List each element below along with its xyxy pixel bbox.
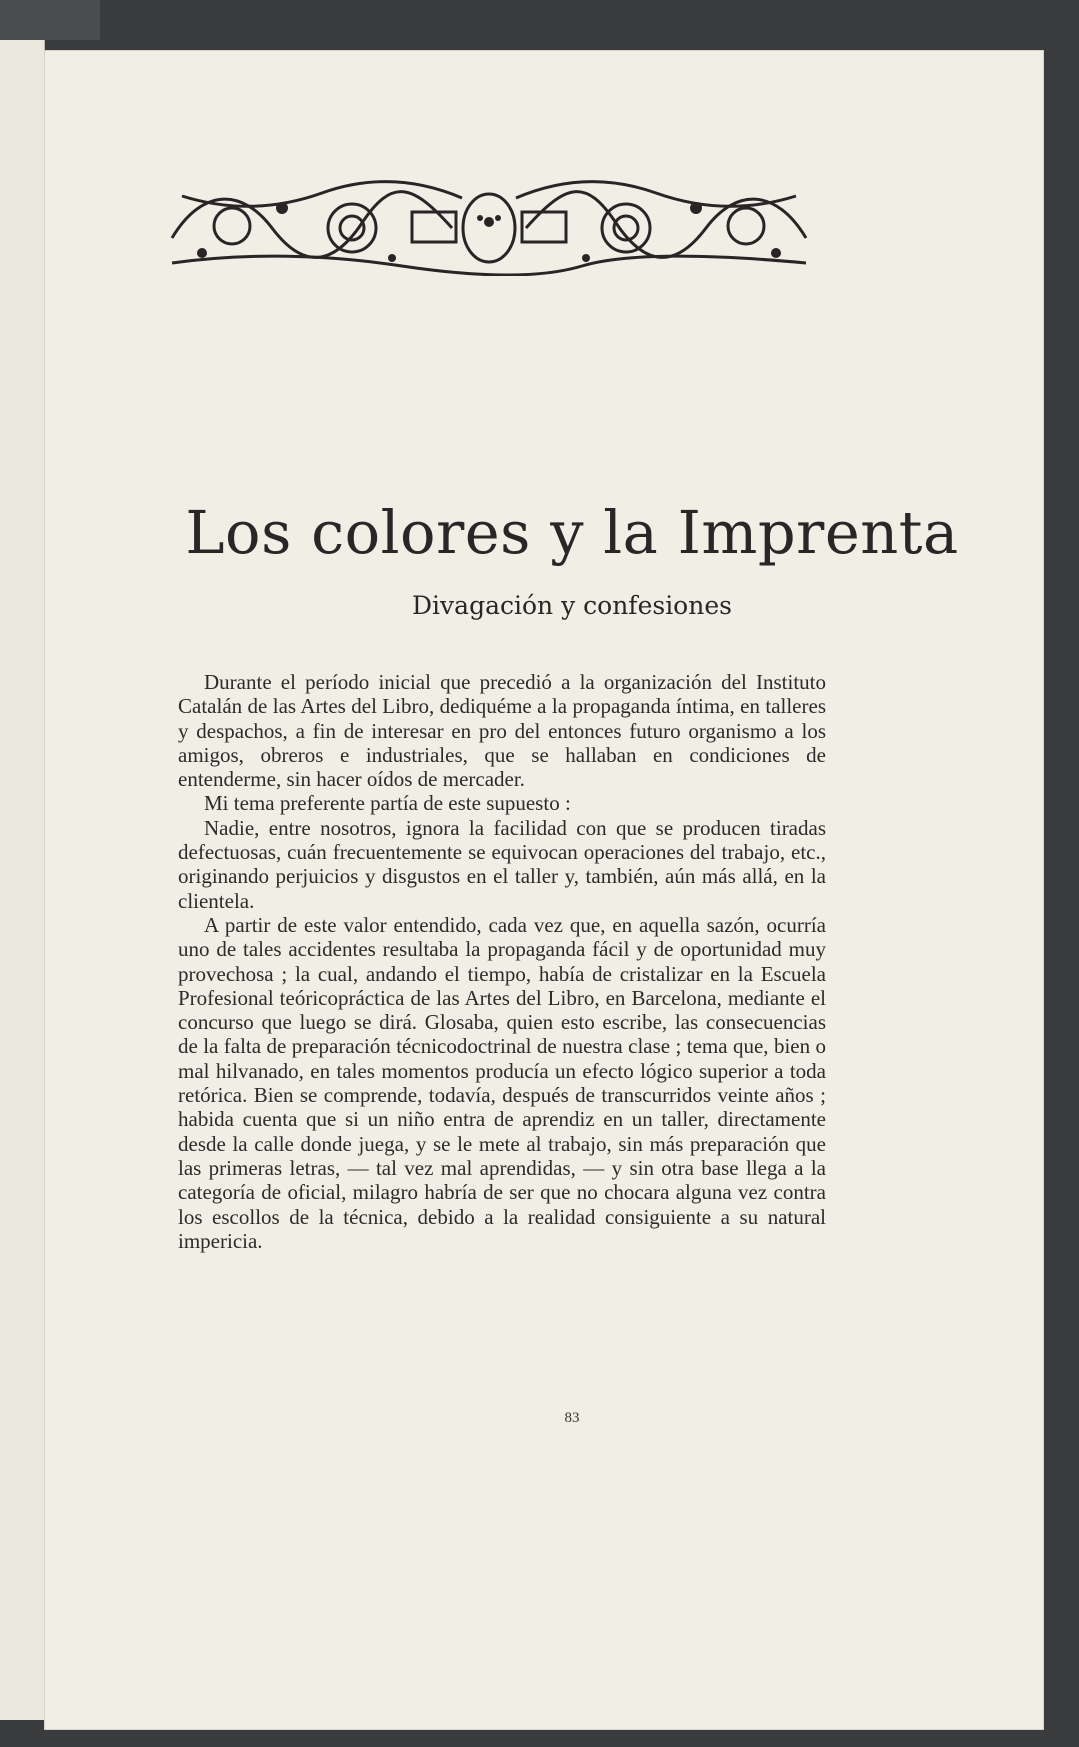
- paragraph: A partir de este valor entendido, cada vez que, en aquella sazón, ocurría uno de tales accidentes resultaba la propaganda fácil y de oportunidad muy provechosa ; la cual, andando el tiempo, había de cristalizar en la Escuela Profesional teóricopráctica de las Artes del Libro, en Barcelona, mediante el concurso que luego se dirá. Glosaba, quien esto escribe, las consecuencias de la falta de preparación técnicodoctrinal de nuestra clase ; tema que, bien o mal hilvanado, en tales momentos producía un efecto lógico superior a toda retórica. Bien se comprende, todavía, después de transcurridos veinte años ; habida cuenta que si un niño entra de aprendiz en un taller, directamente desde la calle donde juega, y se le mete al trabajo, sin más preparación que las primeras letras, — tal vez mal aprendidas, — y sin otra base llega a la categoría de oficial, milagro habría de ser que no chocara alguna vez contra los escollos de la técnica, debido a la realidad consiguiente a su natural impericia.: [178, 912, 826, 1253]
- book-page: [44, 50, 1044, 1730]
- page-number: 83: [564, 1410, 580, 1426]
- ornamental-headpiece: [162, 178, 816, 276]
- article-body: [178, 670, 826, 1253]
- previous-page-edge: [0, 40, 45, 1720]
- paragraph: Nadie, entre nosotros, ignora la facilidad con que se producen tiradas defectuosas, cuán frecuentemente se equivocan operaciones del trabajo, etc., originando perjuicios y disgustos en el taller y, también, aún más allá, en la clientela.: [178, 815, 826, 913]
- page-title: Los colores y la Imprenta: [185, 498, 959, 567]
- paragraph: Durante el período inicial que precedió a la organización del Instituto Catalán de las Artes del Libro, dediquéme a la propaganda íntima, en talleres y despachos, a fin de interesar en pro del entonces futuro organismo a los amigos, obreros e industriales, que se hallaban en condiciones de entenderme, sin hacer oídos de mercader.: [178, 670, 826, 792]
- background-band: [0, 0, 100, 40]
- paragraph: Mi tema preferente partía de este supuesto :: [204, 791, 571, 816]
- page-subtitle: Divagación y confesiones: [412, 591, 732, 620]
